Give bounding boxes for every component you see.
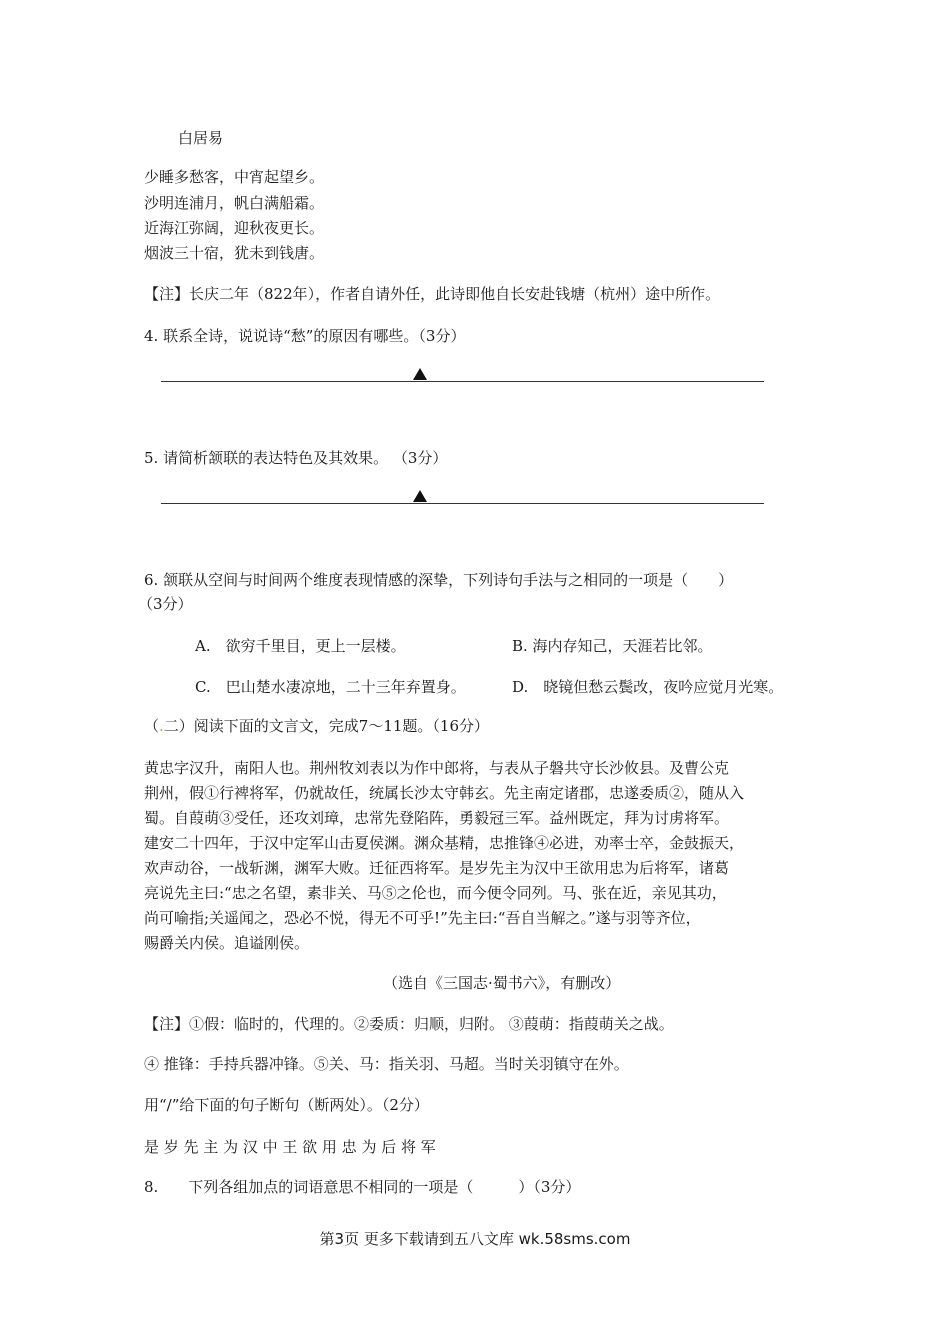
question-4: 4. 联系全诗，说说诗“愁”的原因有哪些。（3分） bbox=[144, 327, 466, 345]
page-footer: 第3页 更多下载请到五八文库 wk.58sms.com bbox=[319, 1230, 631, 1248]
answer-line-q4[interactable] bbox=[161, 381, 764, 382]
passage-line-8: 赐爵关内侯。追谥刚侯。 bbox=[144, 934, 310, 952]
answer-mark-icon bbox=[413, 490, 427, 502]
question-7: 用“/”给下面的句子断句（断两处）。（2分） bbox=[144, 1096, 429, 1114]
passage-line-1: 黄忠字汉升，南阳人也。荆州牧刘表以为作中郎将，与表从子磐共守长沙攸县。及曹公克 bbox=[144, 759, 730, 777]
option-a[interactable]: A. 欲穷千里目，更上一层楼。 bbox=[195, 637, 406, 655]
poem-note: 【注】长庆二年（822年），作者自请外任，此诗即他自长安赴钱塘（杭州）途中所作。 bbox=[144, 285, 721, 303]
passage-line-3: 蜀。自葭萌③受任，还攻刘璋，忠常先登陷阵，勇毅冠三军。益州既定，拜为讨虏将军。 bbox=[144, 809, 730, 827]
poem-line-1: 少睡多愁客，中宵起望乡。 bbox=[144, 168, 325, 186]
passage-line-5: 欢声动谷，一战斩渊，渊军大败。迁征西将军。是岁先主为汉中王欲用忠为后将军，诸葛 bbox=[144, 859, 730, 877]
option-d[interactable]: D. 晓镜但愁云鬓改，夜吟应觉月光寒。 bbox=[512, 678, 784, 696]
question-5: 5. 请简析颔联的表达特色及其效果。 （3分） bbox=[144, 449, 448, 467]
passage-source: （选自《三国志·蜀书六》，有删改） bbox=[383, 974, 621, 992]
poem-line-4: 烟波三十宿，犹未到钱唐。 bbox=[144, 244, 325, 262]
option-b[interactable]: B. 海内存知己，天涯若比邻。 bbox=[512, 637, 713, 655]
option-c[interactable]: C. 巴山楚水凄凉地，二十三年弃置身。 bbox=[195, 678, 466, 696]
poem-line-3: 近海江弥阔，迎秋夜更长。 bbox=[144, 219, 325, 237]
answer-line-q5[interactable] bbox=[161, 503, 764, 504]
passage-line-2: 荆州，假①行裨将军，仍就故任，统属长沙太守韩玄。先主南定诸郡，忠遂委质②，随从入 bbox=[144, 784, 745, 802]
section-2-heading: （.二）阅读下面的文言文，完成7～11题。（16分） bbox=[144, 717, 490, 735]
question-7-sentence: 是 岁 先 主 为 汉 中 王 欲 用 忠 为 后 将 军 bbox=[144, 1138, 436, 1156]
question-6-score: （3分） bbox=[138, 595, 193, 613]
question-6: 6. 颔联从空间与时间两个维度表现情感的深挚，下列诗句手法与之相同的一项是（ ） bbox=[144, 571, 734, 589]
answer-mark-icon bbox=[413, 368, 427, 380]
passage-line-6: 亮说先主曰:“忠之名望，素非关、马⑤之伦也，而今便令同列。马、张在近，亲见其功， bbox=[144, 884, 727, 902]
poem-author: 白居易 bbox=[178, 129, 224, 147]
poem-line-2: 沙明连浦月，帆白满船霜。 bbox=[144, 194, 325, 212]
question-8: 8. 下列各组加点的词语意思不相同的一项是（ ）（3分） bbox=[144, 1178, 581, 1196]
passage-note-2: ④ 推锋：手持兵器冲锋。⑤关、马：指关羽、马超。当时关羽镇守在外。 bbox=[144, 1055, 629, 1073]
passage-line-7: 尚可喻指;关遥闻之，恐必不悦，得无不可乎!”先主曰:“吾自当解之。”遂与羽等齐位， bbox=[144, 909, 701, 927]
passage-line-4: 建安二十四年，于汉中定军山击夏侯渊。渊众基精，忠推锋④必进，劝率士卒，金鼓振天， bbox=[144, 834, 745, 852]
passage-note-1: 【注】①假：临时的，代理的。②委质：归顺，归附。 ③葭萌：指葭萌关之战。 bbox=[144, 1015, 674, 1033]
